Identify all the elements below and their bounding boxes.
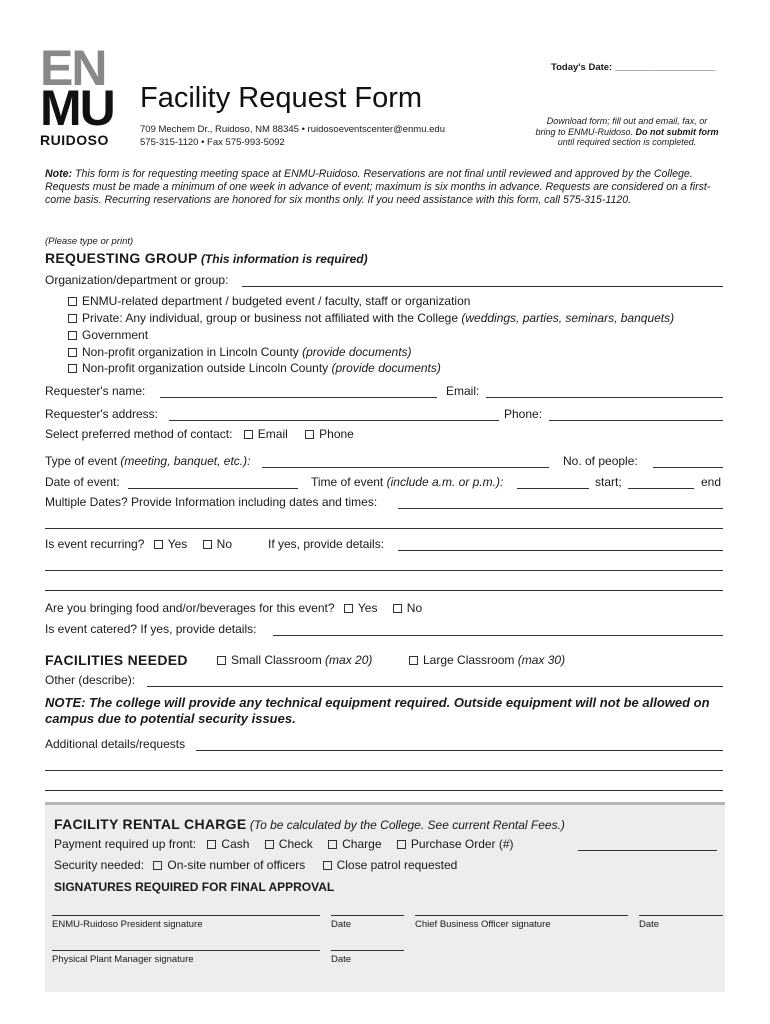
recurring-details-field-3[interactable] xyxy=(45,590,723,591)
large-classroom-option[interactable] xyxy=(409,653,565,667)
option-label: No xyxy=(406,601,423,615)
people-field[interactable] xyxy=(653,467,723,468)
option-label: No xyxy=(216,537,232,551)
rental-heading-note: (To be calculated by the College. See current Rental Fees.) xyxy=(249,818,565,832)
checkbox[interactable] xyxy=(265,840,274,849)
checkbox[interactable] xyxy=(393,604,402,613)
todays-date-label: Today's Date: ___________________ xyxy=(551,62,716,73)
address-line2: 575-315-1120 • Fax 575-993-5092 xyxy=(140,137,285,148)
address-field[interactable] xyxy=(169,420,499,421)
additional-details-field-3[interactable] xyxy=(45,790,723,791)
download-instructions-2 xyxy=(532,127,722,137)
logo-line1: EN xyxy=(40,40,106,96)
payment-row xyxy=(54,837,514,851)
org-type-option-5[interactable] xyxy=(68,361,441,375)
option-note: (provide documents) xyxy=(302,345,412,359)
president-signature-line[interactable] xyxy=(52,915,320,916)
note-text: This form is for requesting meeting space at ENMU-Ruidoso. Reservations are not final until reviewed and approved by the College. Requests must be made a minimum of one week in advance of event; maximum is six months in advance. Requests are considered on a first-come basis. Recurring reservations are honored for six months only. If you need assistance with this form, call 575-315-1120. xyxy=(45,168,711,206)
option-note: (provide documents) xyxy=(331,361,441,375)
president-signature-label: ENMU-Ruidoso President signature xyxy=(52,919,203,930)
cbo-date-label: Date xyxy=(639,919,660,930)
option-label: Yes xyxy=(167,537,188,551)
option-label: Government xyxy=(82,328,149,342)
checkbox[interactable] xyxy=(68,364,77,373)
option-label: Yes xyxy=(357,601,378,615)
president-date-label: Date xyxy=(331,919,352,930)
download-instructions-3: until required section is completed. xyxy=(557,137,697,147)
option-label: Cash xyxy=(221,837,250,851)
option-label: Purchase Order (#) xyxy=(410,837,514,851)
recurring-details-field-2[interactable] xyxy=(45,570,723,571)
security-patrol-option[interactable] xyxy=(323,858,458,872)
option-label: Check xyxy=(278,837,313,851)
org-label: Organization/department or group: xyxy=(45,273,229,287)
address-label: Requester's address: xyxy=(45,407,159,421)
logo-line2: MU xyxy=(40,80,114,136)
food-label: Are you bringing food and/or/beverages for this event? xyxy=(45,601,335,615)
name-label: Requester's name: xyxy=(45,384,146,398)
recurring-no-option[interactable] xyxy=(203,537,232,551)
option-label: Non-profit organization in Lincoln County xyxy=(82,345,299,359)
address-line1: 709 Mechem Dr., Ruidoso, NM 88345 • ruidosoeventscenter@enmu.edu xyxy=(140,124,445,135)
checkbox[interactable] xyxy=(244,430,253,439)
start-label: start; xyxy=(595,475,622,489)
option-label: Non-profit organization outside Lincoln County xyxy=(82,361,329,375)
start-time-field[interactable] xyxy=(517,488,589,489)
additional-details-field-2[interactable] xyxy=(45,770,723,771)
rental-heading xyxy=(54,816,565,832)
checkbox[interactable] xyxy=(217,656,226,665)
small-classroom-option[interactable] xyxy=(217,653,372,667)
facilities-heading: FACILITIES NEEDED xyxy=(45,652,188,668)
multiple-dates-field-2[interactable] xyxy=(45,528,723,529)
print-hint: (Please type or print) xyxy=(45,236,134,247)
event-type-label xyxy=(45,454,250,468)
checkbox[interactable] xyxy=(203,540,212,549)
page-title: Facility Request Form xyxy=(140,82,423,114)
cbo-date-line[interactable] xyxy=(639,915,723,916)
end-time-field[interactable] xyxy=(628,488,694,489)
checkbox[interactable] xyxy=(68,331,77,340)
catered-field[interactable] xyxy=(273,635,723,636)
download-instructions-1: Download form; fill out and email, fax, or xyxy=(546,116,708,126)
option-note: (max 20) xyxy=(325,653,373,667)
checkbox[interactable] xyxy=(153,861,162,870)
requesting-group-heading xyxy=(45,250,368,266)
checkbox[interactable] xyxy=(207,840,216,849)
food-no-option[interactable] xyxy=(393,601,422,615)
download-instructions-2b: Do not submit form xyxy=(635,127,719,137)
phone-field[interactable] xyxy=(549,420,723,421)
payment-check-option[interactable] xyxy=(265,837,313,851)
recurring-details-label: If yes, provide details: xyxy=(268,537,385,551)
note-label: Note: xyxy=(45,168,73,180)
option-note: (weddings, parties, seminars, banquets) xyxy=(461,311,675,325)
recurring-label: Is event recurring? xyxy=(45,537,145,551)
option-label: Large Classroom xyxy=(423,653,515,667)
option-label: ENMU-related department / budgeted event / faculty, staff or organization xyxy=(82,294,471,308)
option-label: Close patrol requested xyxy=(336,858,458,872)
checkbox[interactable] xyxy=(344,604,353,613)
contact-email-option[interactable] xyxy=(244,427,288,441)
event-type-text: Type of event xyxy=(45,454,118,468)
multiple-dates-field[interactable] xyxy=(398,508,723,509)
plant-manager-signature-label: Physical Plant Manager signature xyxy=(52,954,194,965)
event-time-label xyxy=(311,475,503,489)
checkbox[interactable] xyxy=(397,840,406,849)
recurring-question xyxy=(45,537,232,551)
plant-manager-date-line[interactable] xyxy=(331,950,404,951)
contact-phone-option[interactable] xyxy=(305,427,354,441)
event-date-field[interactable] xyxy=(128,488,298,489)
org-type-option-1[interactable] xyxy=(68,294,470,308)
phone-label: Phone: xyxy=(504,407,543,421)
food-question xyxy=(45,601,422,615)
security-officers-option[interactable] xyxy=(153,858,305,872)
po-number-field[interactable] xyxy=(578,850,717,851)
option-label: Email xyxy=(257,427,288,441)
checkbox[interactable] xyxy=(409,656,418,665)
food-yes-option[interactable] xyxy=(344,601,378,615)
end-label: end xyxy=(701,475,722,489)
logo-sub: RUIDOSO xyxy=(40,132,109,148)
recurring-yes-option[interactable] xyxy=(154,537,188,551)
payment-po-option[interactable] xyxy=(397,837,514,851)
org-type-option-2[interactable] xyxy=(68,311,674,325)
rental-heading-text: FACILITY RENTAL CHARGE xyxy=(54,816,247,832)
requesting-heading-note: (This information is required) xyxy=(200,252,368,266)
event-time-text: Time of event xyxy=(311,475,384,489)
requesting-heading-text: REQUESTING GROUP xyxy=(45,250,198,266)
security-row xyxy=(54,858,457,872)
checkbox[interactable] xyxy=(305,430,314,439)
payment-charge-option[interactable] xyxy=(328,837,381,851)
people-label: No. of people: xyxy=(563,454,638,468)
name-field[interactable] xyxy=(160,397,437,398)
other-field[interactable] xyxy=(147,686,723,687)
additional-details-label: Additional details/requests xyxy=(45,737,186,751)
option-label: Small Classroom xyxy=(231,653,322,667)
equipment-notice: NOTE: The college will provide any technical equipment required. Outside equipment will not be allowed on campus due to potential security issues. xyxy=(45,695,710,726)
additional-details-field[interactable] xyxy=(196,750,723,751)
plant-manager-date-label: Date xyxy=(331,954,352,965)
download-instructions-2a: bring to ENMU-Ruidoso. xyxy=(535,127,634,137)
event-type-field[interactable] xyxy=(262,467,549,468)
event-time-note: (include a.m. or p.m.): xyxy=(386,475,504,489)
intro-note xyxy=(45,168,730,207)
cbo-signature-line[interactable] xyxy=(415,915,628,916)
catered-label: Is event catered? If yes, provide details: xyxy=(45,622,257,636)
multiple-dates-label: Multiple Dates? Provide Information including dates and times: xyxy=(45,495,378,509)
signatures-heading: SIGNATURES REQUIRED FOR FINAL APPROVAL xyxy=(54,880,335,894)
checkbox[interactable] xyxy=(328,840,337,849)
option-label: Private: Any individual, group or business not affiliated with the College xyxy=(82,311,459,325)
email-label: Email: xyxy=(446,384,480,398)
checkbox[interactable] xyxy=(68,348,77,357)
president-date-line[interactable] xyxy=(331,915,404,916)
email-field[interactable] xyxy=(486,397,723,398)
recurring-details-field[interactable] xyxy=(398,550,723,551)
checkbox[interactable] xyxy=(154,540,163,549)
org-field[interactable] xyxy=(242,286,723,287)
cbo-signature-label: Chief Business Officer signature xyxy=(415,919,551,930)
option-label: On-site number of officers xyxy=(167,858,306,872)
payment-label: Payment required up front: xyxy=(54,837,197,851)
plant-manager-signature-line[interactable] xyxy=(52,950,320,951)
enmu-ruidoso-logo xyxy=(40,40,122,148)
org-type-option-3[interactable] xyxy=(68,328,148,342)
option-note: (max 30) xyxy=(517,653,566,667)
contact-method-label: Select preferred method of contact: xyxy=(45,427,233,441)
option-label: Phone xyxy=(319,427,354,441)
checkbox[interactable] xyxy=(68,314,77,323)
checkbox[interactable] xyxy=(323,861,332,870)
event-date-label: Date of event: xyxy=(45,475,120,489)
payment-cash-option[interactable] xyxy=(207,837,249,851)
security-label: Security needed: xyxy=(54,858,145,872)
org-type-option-4[interactable] xyxy=(68,345,412,359)
checkbox[interactable] xyxy=(68,297,77,306)
contact-method xyxy=(45,427,354,441)
other-label: Other (describe): xyxy=(45,673,136,687)
option-label: Charge xyxy=(342,837,382,851)
event-type-note: (meeting, banquet, etc.): xyxy=(120,454,251,468)
